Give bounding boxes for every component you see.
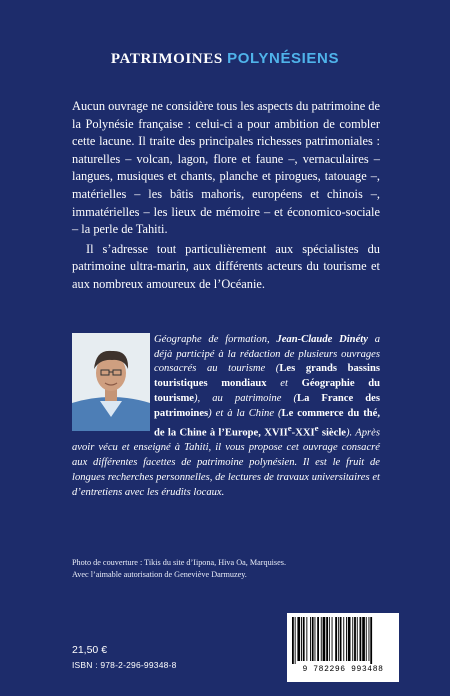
author-name: Jean-Claude Dinéty xyxy=(276,334,368,345)
book-reference: Géographie du tourisme xyxy=(154,378,380,404)
price: 21,50 € xyxy=(72,644,108,656)
isbn: ISBN : 978-2-296-99348-8 xyxy=(72,660,177,670)
title-part1: PATRIMOINES xyxy=(110,51,223,67)
bio-text: a déjà participé à la rédaction de plusieurs ouvrages consacrés au tourisme ( xyxy=(154,334,380,375)
author-bio xyxy=(72,333,380,500)
credits-line-2: Avec l’aimable autorisation de Geneviève Darmuzey. xyxy=(72,569,247,579)
book-reference: Le commerce du thé, de la Chine à l’Europe, XVII xyxy=(154,407,380,439)
bio-text: Après avoir vécu et enseigné à Tahiti, il vous propose cet ouvrage consacré aux différentes facettes de patrimoine polynésien. Il est le fruit de longues recherches personnelles, de lectures de travaux universitaires et d’entretiens avec les érudits locaux. xyxy=(72,427,380,498)
book-reference: -XXI xyxy=(291,427,315,439)
description-paragraph-1: Aucun ouvrage ne considère tous les aspects du patrimoine de la Polynésie française : celui-ci a pour ambition de combler cette lacune. Il traite des principales richesses patrimoniales : naturelles – volcan, lagon, flore et faune –, vernaculaires – langues, musiques et chants, planche et pirogues, tatouage –, matérielles – les bâtis mahoris, européens et chinois –, immatérielles – les lieux de mémoire – et économico-sociale – la perle de Tahiti. xyxy=(72,99,380,237)
description-paragraph-2: Il s’adresse tout particulièrement aux spécialistes du patrimoine ultra-marin, aux différents acteurs du tourisme et aux nombreux amoureux de l’Océanie. xyxy=(72,241,380,291)
barcode-digits: 9 782296 993488 xyxy=(302,665,384,674)
book-reference-sup: e xyxy=(287,423,292,434)
bio-text: ) et à la Chine ( xyxy=(208,407,282,419)
book-reference: La France des patrimoines xyxy=(154,392,380,419)
barcode xyxy=(287,613,399,682)
book-reference-sup: e xyxy=(314,423,319,434)
bio-text: ). xyxy=(345,427,353,439)
bio-text: ), au patrimoine ( xyxy=(194,392,297,404)
bio-text: Géographe de formation, xyxy=(154,334,277,345)
photo-credits xyxy=(72,557,372,580)
credits-line-1: Photo de couverture : Tikis du site d’Iipona, Hiva Oa, Marquises. xyxy=(72,558,286,567)
book-title xyxy=(0,50,450,68)
book-reference: siècle xyxy=(318,427,346,439)
description xyxy=(72,98,380,294)
book-reference: Les grands bassins touristiques mondiaux xyxy=(154,363,381,390)
barcode-bars xyxy=(290,617,396,664)
title-part2: POLYNÉSIENS xyxy=(227,50,340,67)
bio-text: et xyxy=(266,378,302,390)
